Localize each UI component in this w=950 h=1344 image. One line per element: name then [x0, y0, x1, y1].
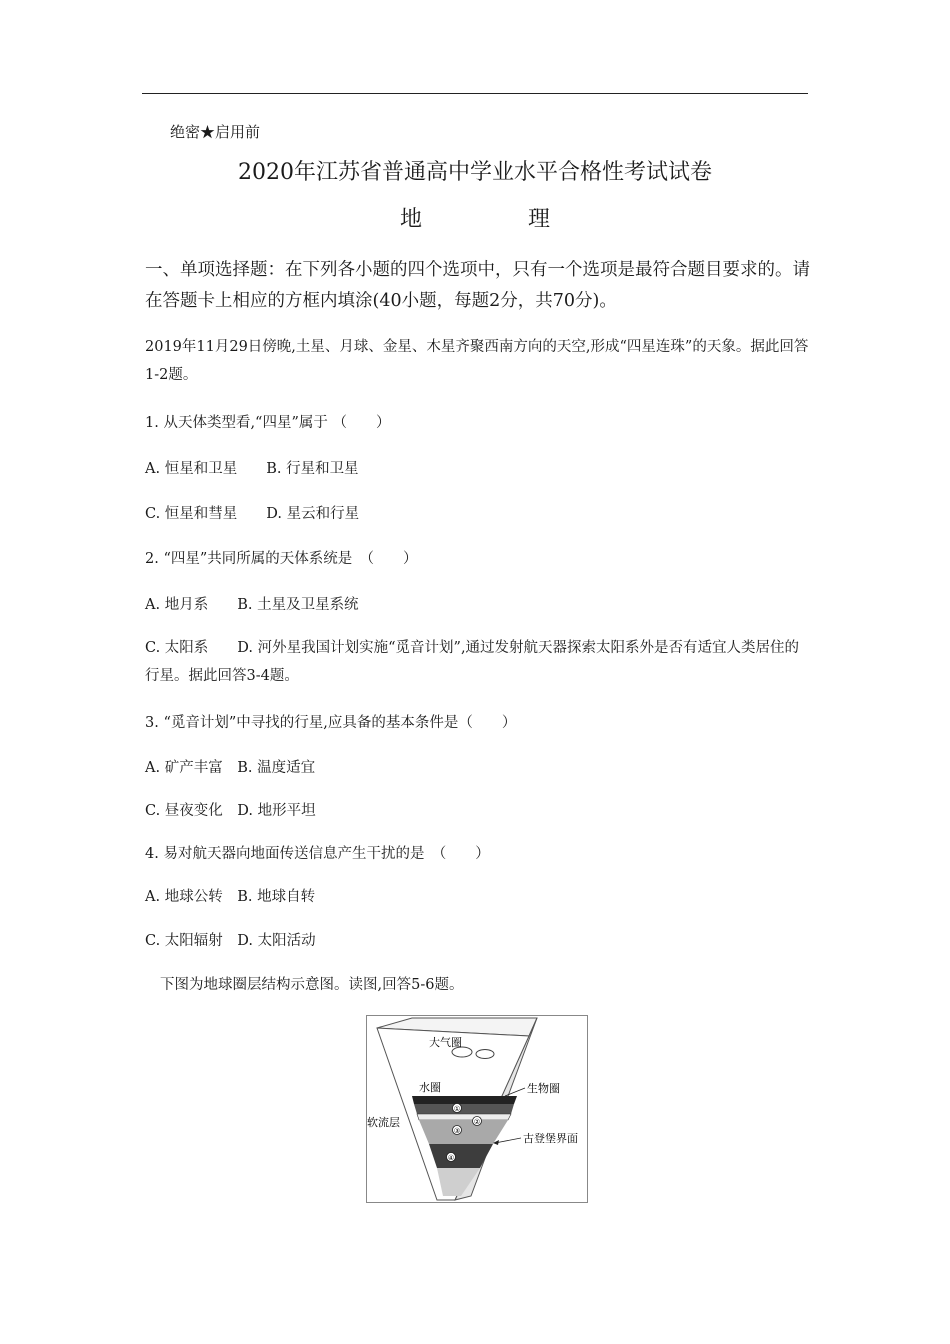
label-atmosphere: 大气圈: [429, 1036, 462, 1049]
label-n3: ③: [453, 1127, 461, 1135]
label-biosphere: 生物圈: [527, 1082, 560, 1095]
secret-mark: 绝密★启用前: [170, 123, 261, 141]
q1-options-cd: C. 恒星和彗星 D. 星云和行星: [145, 506, 360, 522]
q1-stem: 1. 从天体类型看,“四星”属于 （ ）: [145, 415, 391, 431]
layer-1-crust: [414, 1104, 514, 1114]
biosphere-band: [412, 1096, 517, 1104]
label-gutenberg: 古登堡界面: [523, 1132, 578, 1145]
header-rule: [142, 93, 808, 94]
q3-stem: 3. “觅音计划”中寻找的行星,应具备的基本条件是（ ）: [145, 715, 517, 731]
label-asthenosphere: 软流层: [367, 1116, 400, 1129]
label-n4: ④: [447, 1154, 455, 1162]
layer-3-mantle: [419, 1120, 508, 1144]
q3-options-ab: A. 矿产丰富 B. 温度适宜: [145, 760, 316, 776]
q2-stem: 2. “四星”共同所属的天体系统是 （ ）: [145, 551, 418, 567]
earth-layers-diagram: [367, 1016, 587, 1202]
intro-q1-2: 2019年11月29日傍晚,土星、月球、金星、木星齐聚西南方向的天空,形成“四星连珠”的天象。据此回答1-2题。: [145, 339, 809, 383]
layer-2-moho: [417, 1114, 511, 1120]
label-n1: ①: [453, 1105, 461, 1113]
q1-options-ab: A. 恒星和卫星 B. 行星和卫星: [145, 461, 359, 477]
q4-options-ab: A. 地球公转 B. 地球自转: [145, 889, 316, 905]
q4-options-cd: C. 太阳辐射 D. 太阳活动: [145, 933, 316, 949]
q2-options-cd-intro-q3-4: C. 太阳系 D. 河外星我国计划实施“觅音计划”,通过发射航天器探索太阳系外是否有适宜人类居住的行星。据此回答3-4题。: [145, 640, 800, 684]
q4-stem: 4. 易对航天器向地面传送信息产生干扰的是 （ ）: [145, 846, 490, 862]
earth-layers-figure: [366, 1015, 588, 1203]
layer-4-outer-core: [429, 1144, 493, 1168]
label-n2: ②: [473, 1118, 481, 1126]
q2-options-ab: A. 地月系 B. 土星及卫星系统: [145, 597, 359, 613]
label-hydrosphere: 水圈: [419, 1081, 441, 1094]
intro-q5-6: 下图为地球圈层结构示意图。读图,回答5-6题。: [160, 977, 464, 993]
subject-title: 地 理: [399, 207, 592, 232]
section-heading: 一、单项选择题：在下列各小题的四个选项中，只有一个选项是最符合题目要求的。请在答题卡上相应的方框内填涂(40小题，每题2分，共70分)。: [145, 260, 810, 311]
q3-options-cd: C. 昼夜变化 D. 地形平坦: [145, 803, 316, 819]
exam-title: 2020年江苏省普通高中学业水平合格性考试试卷: [238, 160, 712, 185]
